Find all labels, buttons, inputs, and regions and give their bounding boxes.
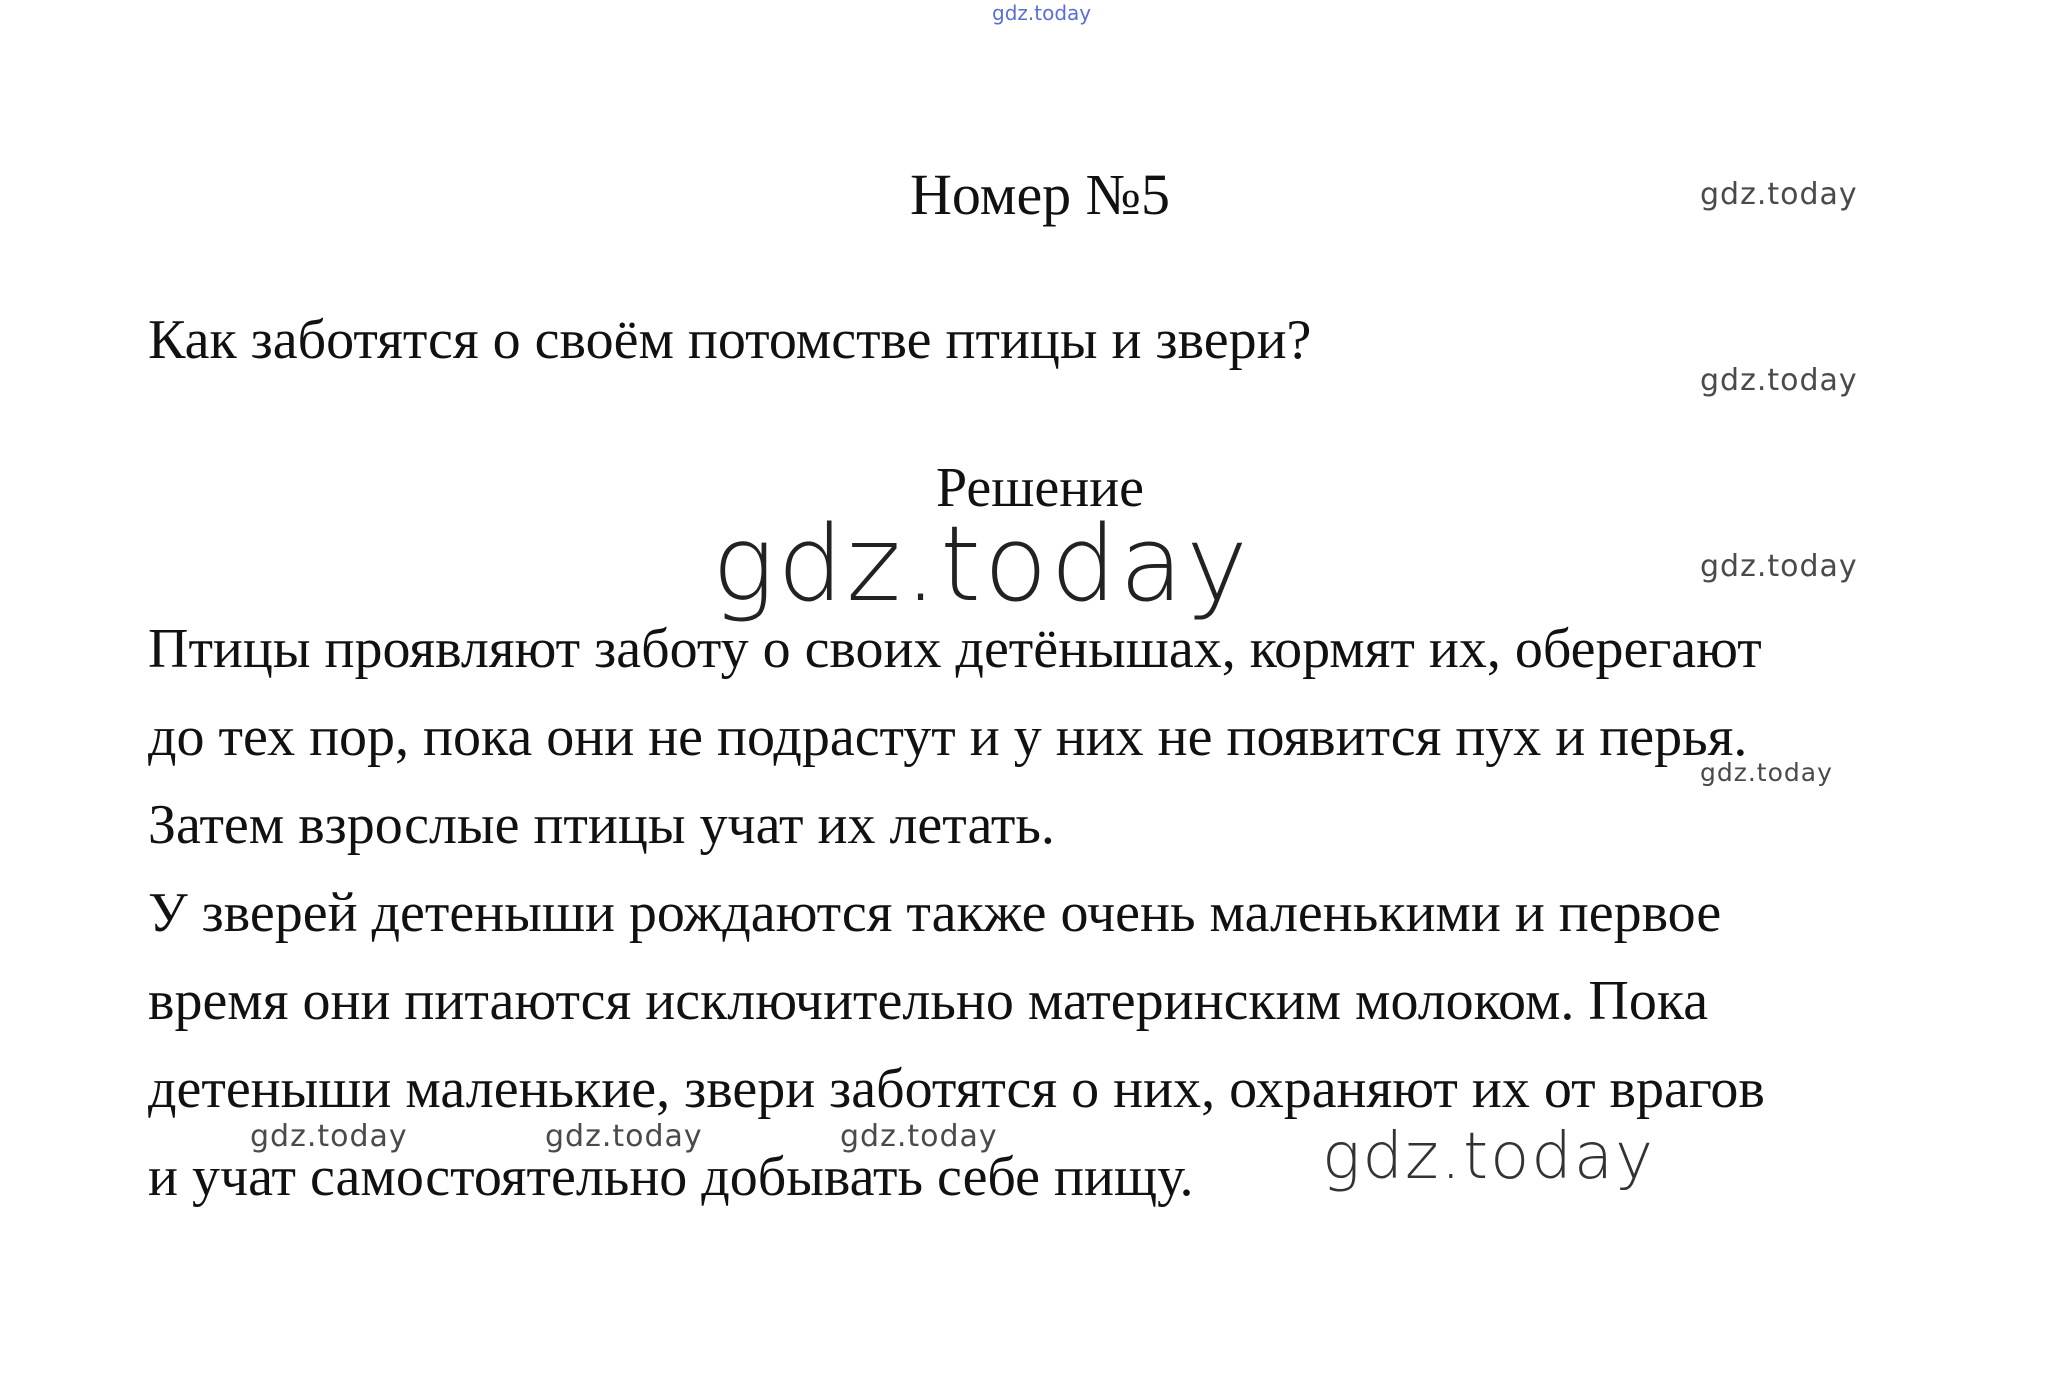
page-title: Номер №5 (909, 162, 1171, 227)
watermark-bottom-large: gdz.today (1322, 1120, 1655, 1194)
question-text: Как заботятся о своём потомстве птицы и звери? (148, 309, 1312, 371)
watermark-question: gdz.today (1700, 363, 1858, 398)
answer-line: Птицы проявляют заботу о своих детёнышах, кормят их, оберегают (148, 618, 1762, 680)
solution-heading: Решение (935, 457, 1145, 519)
watermark-bottom-1: gdz.today (250, 1119, 408, 1154)
answer-line: и учат самостоятельно добывать себе пищу. (148, 1146, 1194, 1208)
answer-line: детеныши маленькие, звери заботятся о них, охраняют их от врагов (148, 1058, 1765, 1120)
answer-text (148, 605, 2008, 1221)
watermark-bottom-3: gdz.today (840, 1119, 998, 1154)
watermark-top: gdz.today (992, 1, 1092, 25)
watermark-solution-center: gdz.today (712, 503, 1251, 625)
watermark-header: gdz.today (1700, 177, 1858, 212)
watermark-solution-right: gdz.today (1700, 549, 1858, 584)
answer-line: время они питаются исключительно материнским молоком. Пока (148, 970, 1709, 1032)
answer-line: У зверей детеныши рождаются также очень маленькими и первое (148, 882, 1722, 944)
watermark-answer-right: gdz.today (1700, 758, 1833, 787)
answer-line: до тех пор, пока они не подрастут и у них не появится пух и перья. (148, 706, 1748, 768)
answer-line: Затем взрослые птицы учат их летать. (148, 794, 1055, 856)
watermark-bottom-2: gdz.today (545, 1119, 703, 1154)
